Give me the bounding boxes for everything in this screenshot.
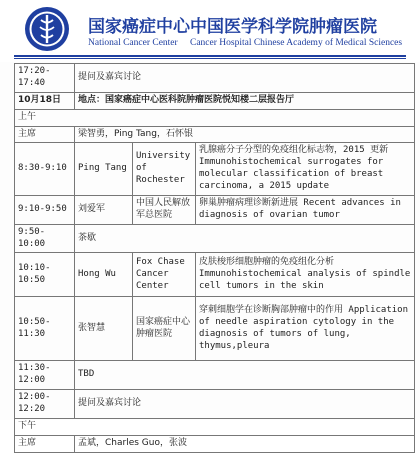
letterhead bbox=[0, 0, 420, 62]
talk-row bbox=[15, 297, 415, 361]
hospital-name-en: Cancer Hospital Chinese Academy of Medical Sciences bbox=[190, 38, 403, 48]
schedule-row bbox=[15, 361, 415, 390]
header-rule bbox=[14, 55, 406, 57]
center-name-cn: 国家癌症中心 bbox=[88, 17, 190, 37]
time-cell: 17:20-17:40 bbox=[15, 64, 75, 93]
section-label: 下午 bbox=[15, 418, 415, 435]
time-cell: 10:10-10:50 bbox=[15, 253, 75, 297]
header-rule-thin bbox=[14, 58, 406, 59]
affiliation-cell: 中国人民解放军总医院 bbox=[133, 195, 196, 224]
talk-row bbox=[15, 143, 415, 196]
section-label: 上午 bbox=[15, 109, 415, 126]
venue-cell: 地点：国家癌症中心医科院肿瘤医院悦知楼二层报告厅 bbox=[75, 92, 415, 109]
topic-cell: 乳腺癌分子分型的免疫组化标志物，2015 更新 Immunohistochemical surrogates for molecular classification of breast carcinoma, a 2015 update bbox=[196, 143, 415, 196]
section-row bbox=[15, 418, 415, 435]
chair-names: 孟斌，Charles Guo，张波 bbox=[75, 435, 415, 452]
time-cell: 9:50-10:00 bbox=[15, 224, 75, 253]
section-row bbox=[15, 109, 415, 126]
time-cell: 8:30-9:10 bbox=[15, 143, 75, 196]
affiliation-cell: University of Rochester bbox=[133, 143, 196, 196]
cancer-center-logo-icon bbox=[24, 6, 70, 52]
affiliation-cell: Fox Chase Cancer Center bbox=[133, 253, 196, 297]
topic-cell: 穿刺细胞学在诊断胸部肿瘤中的作用 Application of needle aspiration cytology in the diagnosis of tumors of lung, thymus,pleura bbox=[196, 297, 415, 361]
hospital-name-cn: 中国医学科学院肿瘤医院 bbox=[190, 17, 377, 37]
chair-row bbox=[15, 126, 415, 143]
schedule-row bbox=[15, 390, 415, 419]
speaker-cell: 张智慧 bbox=[75, 297, 133, 361]
break-row bbox=[15, 224, 415, 253]
time-cell: 11:30-12:00 bbox=[15, 361, 75, 390]
chair-names: 梁智勇，Ping Tang，石怀银 bbox=[75, 126, 415, 143]
speaker-cell: 刘爱军 bbox=[75, 195, 133, 224]
talk-row bbox=[15, 253, 415, 297]
date-row bbox=[15, 92, 415, 109]
break-cell: 茶歇 bbox=[75, 224, 415, 253]
schedule-row bbox=[15, 64, 415, 93]
affiliation-cell: 国家癌症中心肿瘤医院 bbox=[133, 297, 196, 361]
session-cell: 提问及嘉宾讨论 bbox=[75, 390, 415, 419]
time-cell: 9:10-9:50 bbox=[15, 195, 75, 224]
schedule-table bbox=[14, 63, 415, 453]
time-cell: 10:50-11:30 bbox=[15, 297, 75, 361]
session-cell: 提问及嘉宾讨论 bbox=[75, 64, 415, 93]
speaker-cell: Ping Tang bbox=[75, 143, 133, 196]
chair-label: 主席 bbox=[15, 435, 75, 452]
speaker-cell: Hong Wu bbox=[75, 253, 133, 297]
date-cell: 10月18日 bbox=[15, 92, 75, 109]
chair-row bbox=[15, 435, 415, 452]
center-name-en: National Cancer Center bbox=[88, 38, 178, 48]
chair-label: 主席 bbox=[15, 126, 75, 143]
topic-cell: 皮肤梭形细胞肿瘤的免疫组化分析 Immunohistochemical analysis of spindle cell tumors in the skin bbox=[196, 253, 415, 297]
talk-row bbox=[15, 195, 415, 224]
topic-cell: 卵巢肿瘤病理诊断新进展 Recent advances in diagnosis of ovarian tumor bbox=[196, 195, 415, 224]
session-cell: TBD bbox=[75, 361, 415, 390]
time-cell: 12:00-12:20 bbox=[15, 390, 75, 419]
